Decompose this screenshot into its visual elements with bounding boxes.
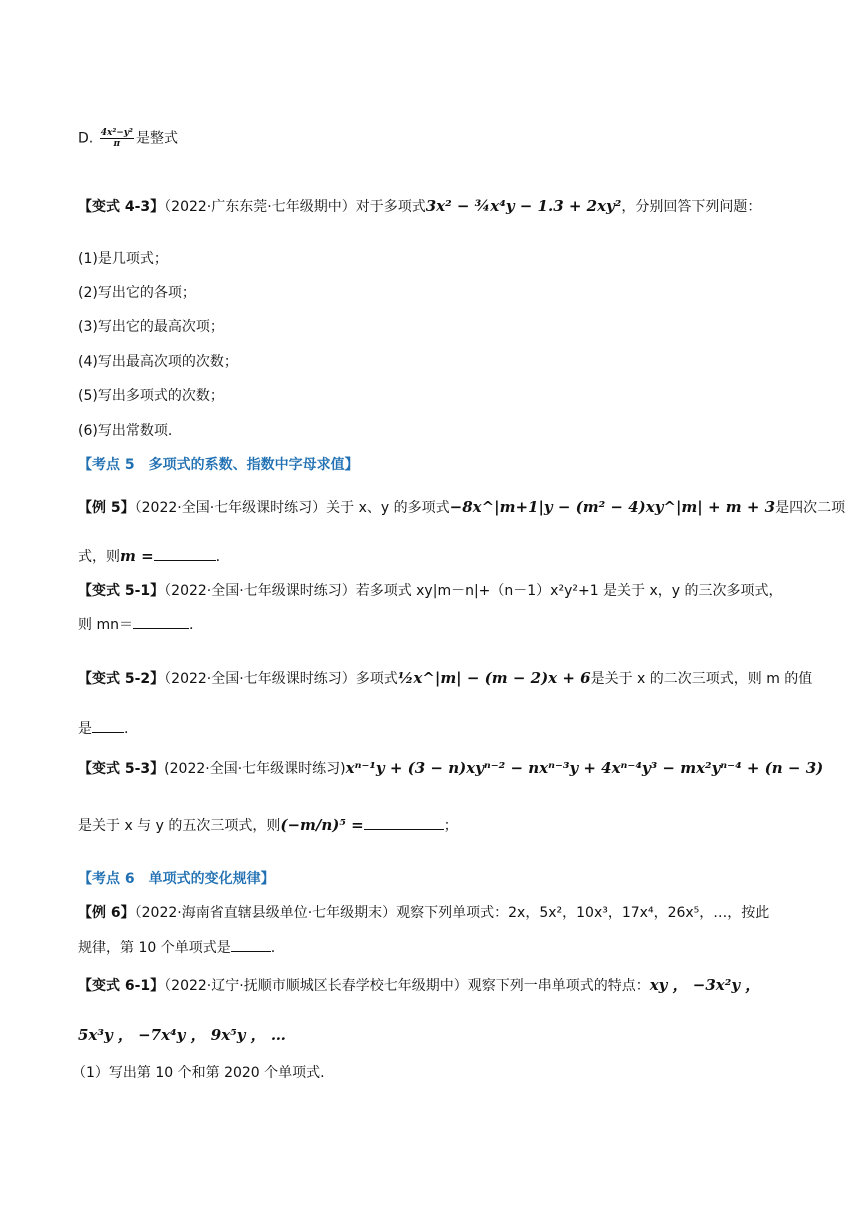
math-expression: ½x^|m| − (m − 2)x + 6 (397, 669, 591, 687)
variant-5-1-stem (78, 581, 790, 601)
option-text: 是整式 (135, 130, 178, 147)
question-tag: 【变式 5-2】 (78, 671, 165, 687)
example-6-stem (78, 903, 790, 923)
variant-4-3-stem (78, 196, 790, 217)
variant-5-3-stem (78, 758, 824, 779)
punctuation: . (215, 549, 221, 565)
variant-5-3-line2 (78, 815, 790, 836)
section-heading-6: 【考点 6 单项式的变化规律】 (78, 871, 275, 887)
question-source: (2022·全国·七年级课时练习) (164, 761, 346, 777)
sub-question-4: (4)写出最高次项的次数； (78, 354, 238, 370)
question-tag: 【例 5】 (78, 500, 135, 516)
math-expression: xy ， −3x²y ， (649, 976, 761, 994)
example-6-line2 (78, 937, 790, 958)
variant-5-2-line2 (78, 718, 790, 739)
question-text: 是关于 x 与 y 的五次三项式，则 (78, 818, 281, 834)
question-tail: 是四次二项 (775, 500, 846, 516)
fraction-denominator: π (113, 139, 121, 149)
sub-question-1: (1)是几项式； (78, 251, 168, 267)
variant-5-1-line2 (78, 614, 790, 635)
question-tail: ，分别回答下列问题： (621, 199, 762, 215)
example-5-line2 (78, 546, 790, 567)
question-tag: 【变式 5-3】 (78, 761, 165, 777)
question-source: （2022·全国·七年级课时练习）多项式 (164, 671, 398, 687)
question-source: （2022·广东东莞·七年级期中）对于多项式 (164, 199, 426, 215)
question-text: 规律，第 10 个单项式是 (78, 940, 231, 956)
fraction-numerator: 4x²−y² (100, 128, 133, 138)
sub-question-6: (6)写出常数项. (78, 423, 173, 439)
variant-6-1-question-1: （1）写出第 10 个和第 2020 个单项式. (72, 1065, 325, 1081)
variant-5-2-stem (78, 668, 813, 689)
answer-blank[interactable] (154, 546, 216, 561)
math-expression: 3x² − ¾x⁴y − 1.3 + 2xy² (425, 197, 622, 215)
question-source: （2022·海南省直辖县级单位·七年级期末）观察下列单项式：2x，5x²，10x³，17x⁴，26x⁵，…，按此 (134, 905, 770, 921)
question-source: （2022·辽宁·抚顺市顺城区长春学校七年级期中）观察下列一串单项式的特点： (164, 978, 650, 994)
variant-6-1-line2: 5x³y ， −7x⁴y ， 9x⁵y ， … (78, 1026, 286, 1044)
section-heading-5: 【考点 5 多项式的系数、指数中字母求值】 (78, 457, 359, 473)
answer-blank[interactable] (231, 937, 271, 952)
question-tag: 【变式 5-1】 (78, 583, 165, 599)
question-text: 则 mn＝ (78, 617, 133, 633)
question-tag: 【例 6】 (78, 905, 135, 921)
answer-blank[interactable] (364, 815, 444, 830)
sub-question-5: (5)写出多项式的次数； (78, 388, 224, 404)
option-letter: D. (78, 130, 94, 147)
variant-6-1-stem (78, 975, 790, 996)
question-tag: 【变式 4-3】 (78, 199, 165, 215)
example-5-stem (78, 497, 846, 518)
math-expression: −8x^|m+1|y − (m² − 4)xy^|m| + m + 3 (449, 498, 776, 516)
punctuation: . (270, 940, 276, 956)
answer-blank[interactable] (92, 718, 124, 733)
question-text: 是 (78, 721, 92, 737)
question-source: （2022·全国·七年级课时练习）关于 x、y 的多项式 (134, 500, 450, 516)
sub-question-3: (3)写出它的最高次项； (78, 319, 224, 335)
question-source: （2022·全国·七年级课时练习）若多项式 xy|m－n|+（n－1）x²y²+1 是关于 x，y 的三次多项式， (164, 583, 783, 599)
fraction (100, 128, 134, 149)
sub-question-2: (2)写出它的各项； (78, 285, 196, 301)
math-expression: xⁿ⁻¹y + (3 − n)xyⁿ⁻² − nxⁿ⁻³y + 4xⁿ⁻⁴y³ − mx²yⁿ⁻⁴ + (n − 3) (345, 759, 824, 777)
question-text: 式，则 (78, 549, 120, 565)
math-expression: (−m/n)⁵ = (280, 816, 364, 834)
question-tag: 【变式 6-1】 (78, 978, 165, 994)
question-tail: 是关于 x 的二次三项式，则 m 的值 (590, 671, 813, 687)
punctuation: . (124, 721, 129, 737)
math-expression: m = (120, 547, 154, 565)
answer-blank[interactable] (133, 614, 189, 629)
punctuation: ； (443, 818, 458, 834)
option-d (78, 128, 790, 149)
punctuation: . (188, 617, 194, 633)
